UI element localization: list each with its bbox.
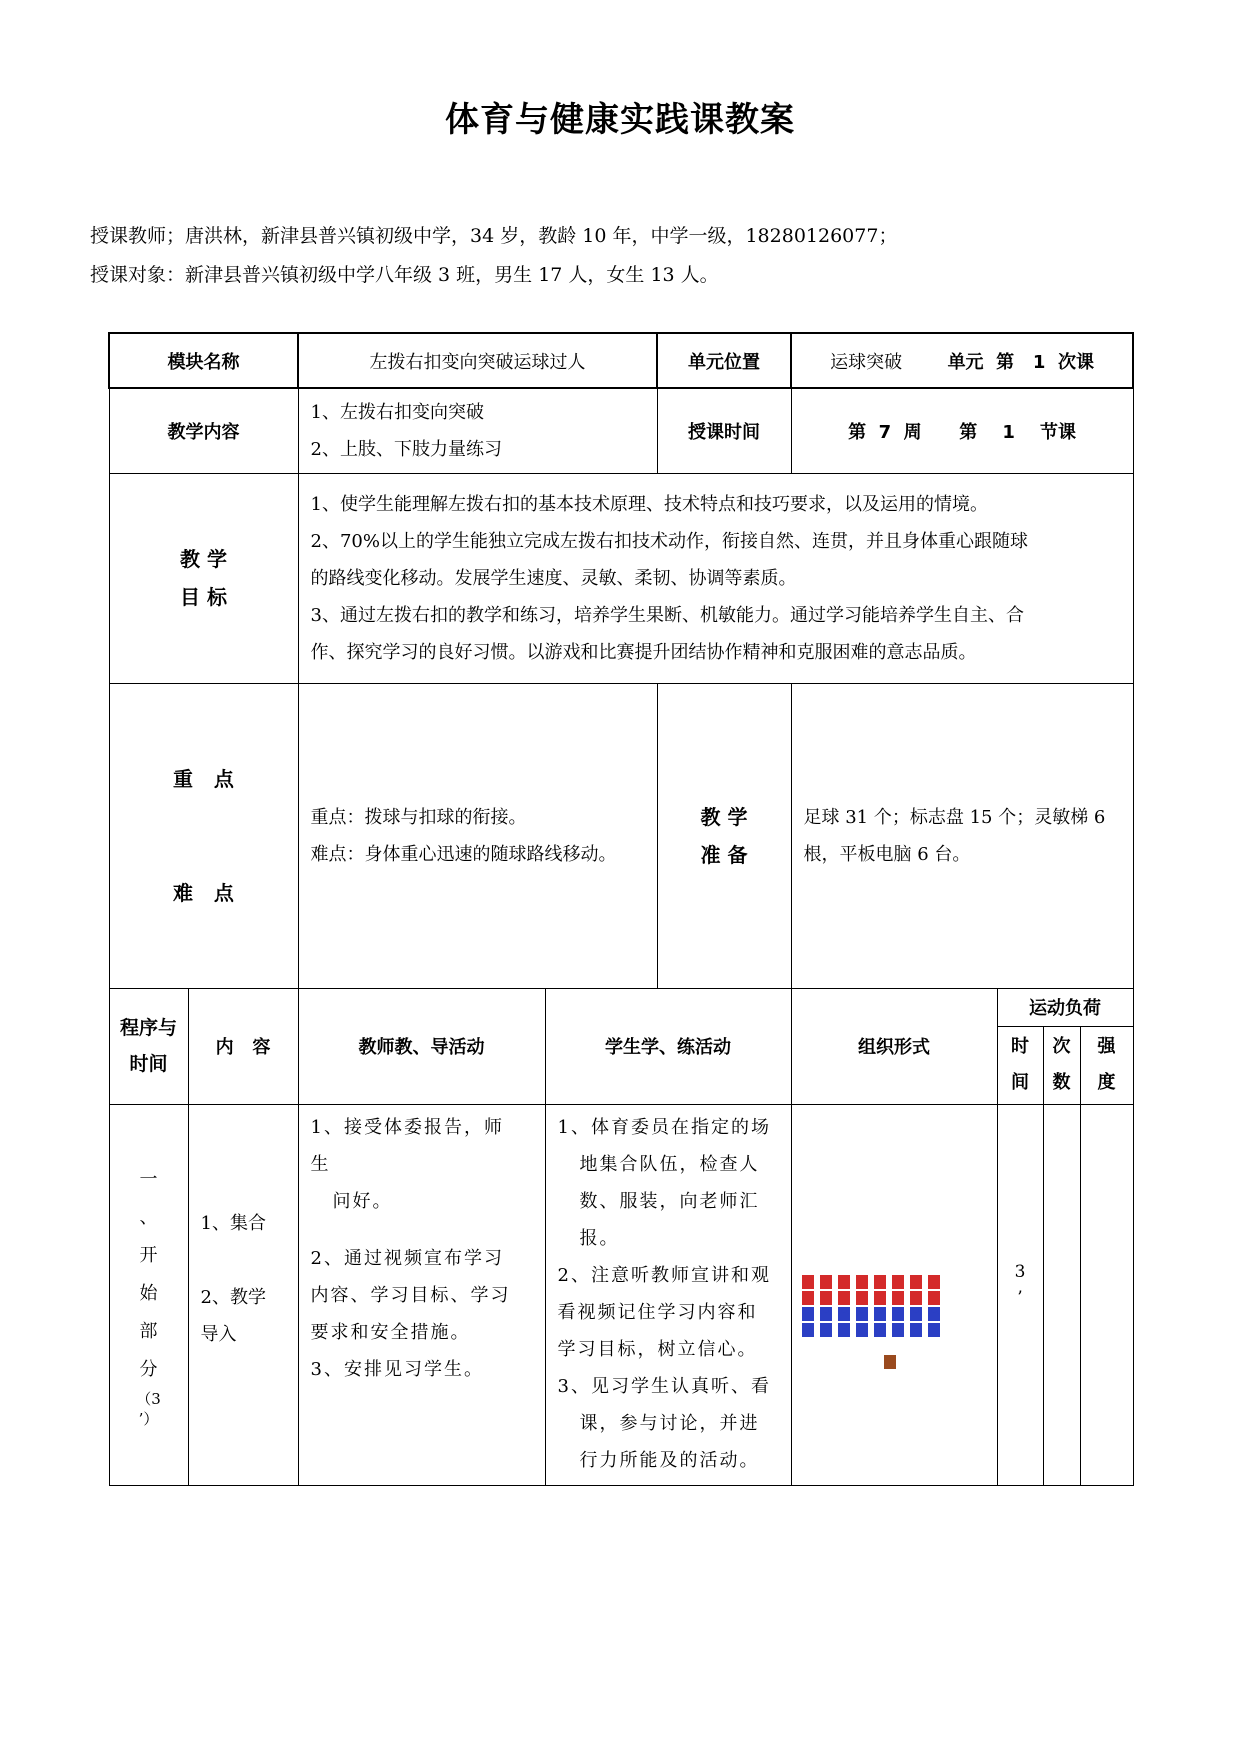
student-figure-icon <box>892 1323 904 1337</box>
prep-label-line: 准 备 <box>700 842 748 867</box>
content-values <box>298 388 657 473</box>
goal-1: 1、使学生能理解左拨右扣的基本技术原理、技术特点和技巧要求，以及运用的情境。 <box>310 493 988 515</box>
student-figure-icon <box>820 1323 832 1337</box>
intensity-header <box>1080 1026 1133 1104</box>
content-item: 1、左拨右扣变向突破 <box>310 401 484 423</box>
student-activity-line: 看视频记住学习内容和 <box>557 1301 758 1323</box>
row-module <box>109 333 1133 388</box>
student-figure-icon <box>856 1307 868 1321</box>
section-name-char: 分 <box>139 1358 158 1380</box>
teacher-activity-header: 教师教、导活动 <box>298 988 545 1104</box>
prep-label <box>657 683 791 988</box>
content-label: 教学内容 <box>109 388 298 473</box>
student-figure-icon <box>820 1291 832 1305</box>
prep-line: 根，平板电脑 6 台。 <box>803 843 971 865</box>
goal-2: 2、70%以上的学生能独立完成左拨右扣技术动作，衔接自然、连贯，并且身体重心跟随球 <box>310 530 1028 552</box>
student-figure-icon <box>856 1275 868 1289</box>
content-item: 2、上肢、下肢力量练习 <box>310 438 502 460</box>
time-value: 第 7 周 第 1 节课 <box>791 388 1133 473</box>
section-name-char: 、 <box>139 1206 158 1228</box>
student-figure-icon <box>856 1291 868 1305</box>
teacher-activity-line: 要求和安全措施。 <box>310 1321 471 1343</box>
content-header: 内 容 <box>188 988 298 1104</box>
section-content-item: 1、集合 <box>200 1212 266 1234</box>
intensity-header-char: 强 <box>1097 1036 1116 1057</box>
student-activity-line: 学习目标，树立信心。 <box>557 1338 758 1360</box>
time-header-char: 时 <box>1011 1036 1029 1057</box>
key-points-label-line: 难 点 <box>173 880 234 905</box>
row-content <box>109 388 1133 473</box>
procedure-header-line: 时间 <box>129 1053 168 1075</box>
section-intensity <box>1080 1104 1133 1485</box>
student-figure-icon <box>802 1323 814 1337</box>
key-points-label <box>109 683 298 988</box>
section-time-unit: ’ <box>1017 1287 1023 1308</box>
procedure-header <box>109 988 188 1104</box>
student-figure-icon <box>820 1275 832 1289</box>
procedure-header-line: 程序与 <box>119 1017 177 1039</box>
student-figure-icon <box>874 1323 886 1337</box>
student-figure-icon <box>820 1307 832 1321</box>
goal-3-cont: 作、探究学习的良好习惯。以游戏和比赛提升团结协作精神和克服困难的意志品质。 <box>310 641 977 663</box>
student-activity-line: 数、服装，向老师汇 <box>579 1190 760 1212</box>
section-content-item: 2、教学 <box>200 1286 266 1308</box>
student-activity-line: 课，参与讨论，并进 <box>579 1412 760 1434</box>
section-count <box>1043 1104 1080 1485</box>
unit-position-label: 单元位置 <box>657 333 791 388</box>
teacher-activity-line: 2、通过视频宣布学习 <box>310 1247 504 1269</box>
student-figure-icon <box>910 1291 922 1305</box>
section-time-value: 3 <box>1014 1261 1026 1282</box>
section-time <box>997 1104 1043 1485</box>
prep-label-line: 教 学 <box>700 804 748 829</box>
load-header: 运动负荷 <box>997 988 1133 1026</box>
student-activity-line: 1、体育委员在指定的场 <box>557 1116 771 1138</box>
count-header-char: 数 <box>1052 1072 1071 1093</box>
student-figure-icon <box>838 1275 850 1289</box>
student-figure-icon <box>928 1323 940 1337</box>
time-label: 授课时间 <box>657 388 791 473</box>
section-content <box>188 1104 298 1485</box>
key-points-label-line: 重 点 <box>173 766 234 791</box>
module-name: 左拨右扣变向突破运球过人 <box>298 333 657 388</box>
student-figure-icon <box>892 1275 904 1289</box>
student-figure-icon <box>928 1307 940 1321</box>
student-figure-icon <box>874 1307 886 1321</box>
student-activity <box>545 1104 791 1485</box>
count-header <box>1043 1026 1080 1104</box>
section-name-char: 始 <box>139 1282 158 1304</box>
module-label: 模块名称 <box>109 333 298 388</box>
student-activity-line: 行力所能及的活动。 <box>579 1449 760 1471</box>
procedure-header-row <box>109 988 1133 1026</box>
key-points-text <box>298 683 657 988</box>
teacher-activity-line: 生 <box>310 1153 331 1175</box>
section-duration: （3 <box>136 1389 161 1408</box>
goals-label <box>109 473 298 683</box>
teacher-activity <box>298 1104 545 1485</box>
student-figure-icon <box>838 1323 850 1337</box>
row-goals <box>109 473 1133 683</box>
student-figure-icon <box>892 1307 904 1321</box>
lesson-plan-table <box>108 332 1134 1486</box>
student-figure-icon <box>910 1323 922 1337</box>
unit-position-value <box>791 333 1133 388</box>
goals-label-line: 目 标 <box>180 585 227 609</box>
teacher-info: 授课教师；唐洪林，新津县普兴镇初级中学，34 岁，教龄 10 年，中学一级，18280126077； <box>90 225 898 247</box>
section-duration: ’） <box>138 1409 159 1428</box>
goal-2-cont: 的路线变化移动。发展学生速度、灵敏、柔韧、协调等素质。 <box>310 567 797 589</box>
prep-text <box>791 683 1133 988</box>
goal-3: 3、通过左拨右扣的教学和练习，培养学生果断、机敏能力。通过学习能培养学生自主、合 <box>310 604 1024 626</box>
key-point: 重点：拨球与扣球的衔接。 <box>310 806 527 828</box>
section-content-item: 导入 <box>200 1323 237 1345</box>
students-info: 授课对象：新津县普兴镇初级中学八年级 3 班，男生 17 人，女生 13 人。 <box>90 264 719 286</box>
section-start-row <box>109 1104 1133 1485</box>
unit-lesson-number: 单元 第 1 次课 <box>947 351 1094 373</box>
section-name-char: 开 <box>139 1244 158 1266</box>
section-name-char: 部 <box>139 1320 158 1342</box>
student-figure-icon <box>856 1323 868 1337</box>
student-figure-icon <box>874 1291 886 1305</box>
student-figure-icon <box>874 1275 886 1289</box>
intensity-header-char: 度 <box>1097 1072 1116 1093</box>
student-activity-header: 学生学、练活动 <box>545 988 791 1104</box>
organization-header: 组织形式 <box>791 988 997 1104</box>
organization-diagram <box>791 1104 997 1485</box>
student-figure-icon <box>892 1291 904 1305</box>
time-header <box>997 1026 1043 1104</box>
prep-line: 足球 31 个；标志盘 15 个；灵敏梯 6 <box>803 806 1106 828</box>
student-activity-line: 2、注意听教师宣讲和观 <box>557 1264 771 1286</box>
goals-label-line: 教 学 <box>180 547 227 571</box>
goals-text <box>298 473 1133 683</box>
teacher-activity-line: 内容、学习目标、学习 <box>310 1284 511 1306</box>
student-figure-icon <box>928 1291 940 1305</box>
student-figure-icon <box>910 1307 922 1321</box>
teacher-activity-line: 1、接受体委报告，师 <box>310 1116 504 1138</box>
teacher-activity-line: 3、安排见习学生。 <box>310 1358 484 1380</box>
student-figure-icon <box>910 1275 922 1289</box>
student-figure-icon <box>838 1291 850 1305</box>
unit-name: 运球突破 <box>830 351 903 373</box>
page-title: 体育与健康实践课教案 <box>445 100 795 140</box>
row-key-points <box>109 683 1133 988</box>
count-header-char: 次 <box>1052 1036 1071 1057</box>
formation-diagram <box>792 1105 997 1485</box>
section-name <box>109 1104 188 1485</box>
student-activity-line: 地集合队伍，检查人 <box>579 1153 760 1175</box>
time-header-char: 间 <box>1011 1072 1029 1093</box>
student-activity-line: 3、见习学生认真听、看 <box>557 1375 771 1397</box>
student-figure-icon <box>802 1307 814 1321</box>
student-figure-icon <box>802 1275 814 1289</box>
section-name-char: 一 <box>139 1168 158 1190</box>
hard-point: 难点：身体重心迅速的随球路线移动。 <box>310 843 617 865</box>
teacher-figure-icon <box>884 1355 896 1369</box>
student-activity-line: 报。 <box>579 1227 620 1249</box>
student-figure-icon <box>802 1291 814 1305</box>
student-figure-icon <box>928 1275 940 1289</box>
teacher-activity-line: 问好。 <box>332 1190 393 1212</box>
student-figure-icon <box>838 1307 850 1321</box>
